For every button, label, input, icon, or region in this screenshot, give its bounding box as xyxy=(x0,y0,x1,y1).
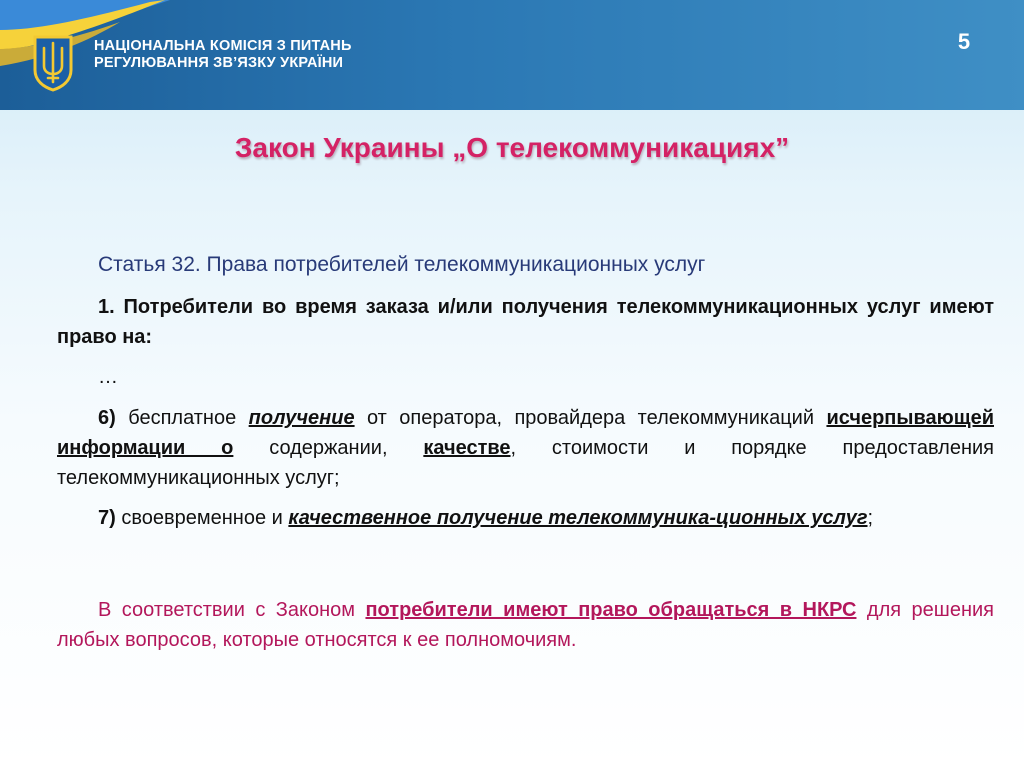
article-heading: Статья 32. Права потребителей телекоммуникационных услуг xyxy=(98,253,706,276)
point-1 xyxy=(57,292,994,352)
conclusion-emphasis: потребители имеют право обращаться в НКРС xyxy=(365,599,857,621)
point-6-emphasis-3: качестве xyxy=(423,437,511,459)
point-7-number: 7) xyxy=(98,507,116,529)
org-name-line1: НАЦІОНАЛЬНА КОМІСІЯ З ПИТАНЬ xyxy=(94,38,352,54)
conclusion-text-1: В соответствии с Законом xyxy=(98,599,366,621)
trident-emblem-icon xyxy=(32,34,74,92)
point-1-text: 1. Потребители во время заказа и/или получения телекоммуникационных услуг имеют право на: xyxy=(57,296,994,348)
point-6 xyxy=(57,403,994,493)
point-6-emphasis-2: исчерпывающей информации о xyxy=(57,407,994,459)
slide-content xyxy=(57,250,994,655)
ellipsis: … xyxy=(98,366,118,388)
point-6-number: 6) xyxy=(98,407,116,429)
slide-title: Закон Украины „О телекоммуникациях” xyxy=(234,132,790,163)
point-7-text-1: своевременное и xyxy=(115,507,289,529)
slide-number: 5 xyxy=(957,29,971,54)
point-6-text-3: содержании, xyxy=(233,437,424,459)
organization-name xyxy=(94,38,352,72)
point-6-text-1: бесплатное xyxy=(115,407,249,429)
point-7-text-2: ; xyxy=(867,507,874,529)
header-banner xyxy=(0,0,1024,110)
point-7 xyxy=(57,503,994,533)
point-6-text-4: , стоимости и порядке предоставления телекоммуникационных услуг; xyxy=(57,437,994,489)
point-6-emphasis-1: получение xyxy=(248,407,355,429)
conclusion-text-2: для решения любых вопросов, которые относятся к ее полномочиям. xyxy=(57,599,994,651)
point-7-emphasis: качественное получение телекоммуника-ционных услуг xyxy=(288,507,868,529)
org-name-line2: РЕГУЛЮВАННЯ ЗВ’ЯЗКУ УКРАЇНИ xyxy=(94,55,344,71)
point-6-text-2: от оператора, провайдера телекоммуникаций xyxy=(354,407,827,429)
conclusion xyxy=(57,595,994,655)
